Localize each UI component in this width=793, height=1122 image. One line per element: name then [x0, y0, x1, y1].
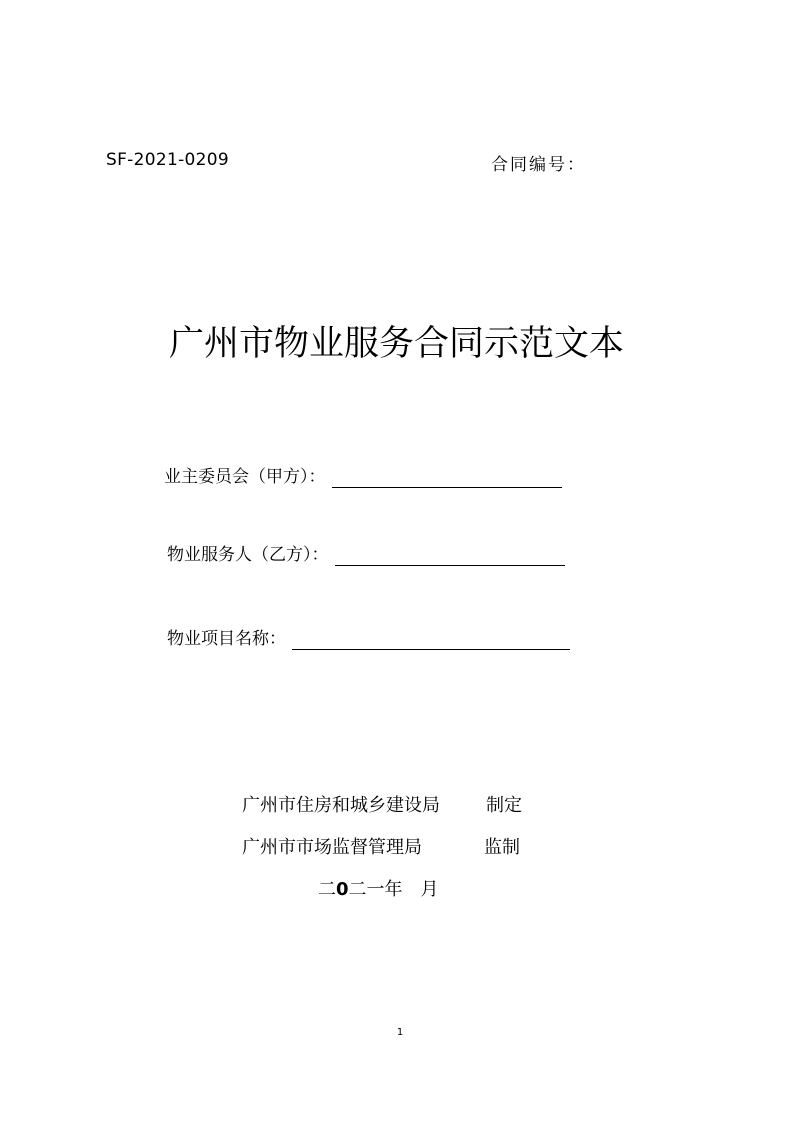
document-code: SF-2021-0209 — [106, 150, 229, 170]
date-year-prefix: 二 — [318, 879, 336, 900]
issuer-housing-bureau: 广州市住房和城乡建设局 — [242, 795, 440, 816]
contract-number-label: 合同编号： — [491, 155, 586, 175]
date-month: 月 — [420, 879, 439, 900]
party-a-field — [164, 466, 562, 488]
party-b-blank-line[interactable] — [335, 545, 565, 566]
issuer-market-role: 监制 — [484, 837, 520, 858]
issuer-market-bureau: 广州市市场监督管理局 — [242, 837, 422, 858]
issuer-housing-role: 制定 — [486, 795, 522, 816]
project-name-blank-line[interactable] — [292, 629, 570, 650]
party-b-field — [167, 544, 565, 566]
project-name-field — [167, 628, 570, 650]
issue-date — [318, 875, 439, 901]
date-year-zero: 0 — [336, 879, 349, 900]
date-year-suffix: 二一年 — [348, 879, 403, 900]
project-name-label: 物业项目名称： — [167, 629, 286, 649]
party-b-label: 物业服务人（乙方）： — [167, 545, 329, 565]
party-a-label: 业主委员会（甲方）： — [164, 467, 326, 487]
page-number: 1 — [396, 1027, 404, 1038]
document-title: 广州市物业服务合同示范文本 — [168, 324, 624, 364]
party-a-blank-line[interactable] — [332, 467, 562, 488]
